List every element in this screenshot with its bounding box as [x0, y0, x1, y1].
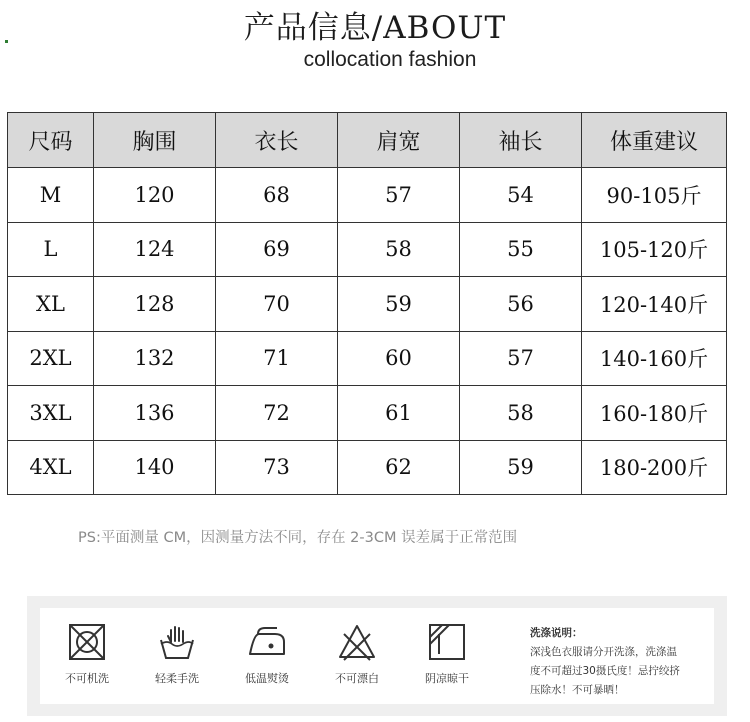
header-sleeve: 袖长 — [460, 113, 582, 168]
table-row — [8, 331, 727, 386]
care-label: 阴凉晾干 — [425, 672, 469, 685]
care-line: 度不可超过30摄氏度！忌拧绞挤 — [530, 665, 680, 677]
table-row — [8, 277, 727, 332]
header-size: 尺码 — [8, 113, 94, 168]
care-line: 深浅色衣服请分开洗涤，洗涤温 — [530, 646, 677, 658]
cell-chest: 120 — [94, 168, 216, 223]
cell-chest: 136 — [94, 386, 216, 441]
cell-shoulder: 58 — [338, 222, 460, 277]
table-header-row — [8, 113, 727, 168]
cell-sleeve: 55 — [460, 222, 582, 277]
cell-shoulder: 59 — [338, 277, 460, 332]
cell-size: M — [8, 168, 94, 223]
low-iron-icon — [247, 622, 287, 662]
cell-length: 72 — [216, 386, 338, 441]
cell-weight: 180-200斤 — [582, 440, 727, 495]
cell-length: 70 — [216, 277, 338, 332]
no-machine-wash-icon — [67, 622, 107, 662]
cell-size: XL — [8, 277, 94, 332]
header-chest: 胸围 — [94, 113, 216, 168]
table-row — [8, 386, 727, 441]
care-line: 压除水！不可暴晒！ — [530, 684, 625, 696]
cell-chest: 140 — [94, 440, 216, 495]
cell-chest: 124 — [94, 222, 216, 277]
care-label: 不可机洗 — [65, 672, 109, 685]
care-heading: 洗涤说明： — [530, 627, 583, 639]
care-label: 轻柔手洗 — [155, 672, 199, 685]
cell-weight: 140-160斤 — [582, 331, 727, 386]
cell-sleeve: 59 — [460, 440, 582, 495]
table-row — [8, 168, 727, 223]
cell-shoulder: 62 — [338, 440, 460, 495]
cell-sleeve: 58 — [460, 386, 582, 441]
header-length: 衣长 — [216, 113, 338, 168]
cell-shoulder: 60 — [338, 331, 460, 386]
care-item-hand-wash — [144, 622, 210, 686]
care-item-low-iron — [234, 622, 300, 686]
measurement-note: PS:平面测量 CM，因测量方法不同，存在 2-3CM 误差属于正常范围 — [78, 530, 518, 546]
care-item-no-machine-wash — [54, 622, 120, 686]
page-title: 产品信息/ABOUT — [243, 10, 507, 46]
cell-length: 73 — [216, 440, 338, 495]
hand-wash-icon — [157, 622, 197, 662]
table-row — [8, 222, 727, 277]
care-item-no-bleach — [324, 622, 390, 686]
page-subtitle: collocation fashion — [303, 48, 477, 71]
cell-chest: 132 — [94, 331, 216, 386]
cell-size: 3XL — [8, 386, 94, 441]
cell-size: 2XL — [8, 331, 94, 386]
cell-length: 68 — [216, 168, 338, 223]
table-row — [8, 440, 727, 495]
cell-chest: 128 — [94, 277, 216, 332]
care-panel-inner — [40, 608, 714, 704]
care-item-shade-dry — [414, 622, 480, 686]
care-label: 不可漂白 — [335, 672, 379, 685]
header-shoulder: 肩宽 — [338, 113, 460, 168]
cell-length: 69 — [216, 222, 338, 277]
cell-weight: 120-140斤 — [582, 277, 727, 332]
care-instructions — [530, 624, 712, 700]
care-label: 低温熨烫 — [245, 672, 289, 685]
cell-sleeve: 56 — [460, 277, 582, 332]
size-table — [7, 112, 727, 495]
care-panel — [27, 596, 727, 716]
cell-weight: 160-180斤 — [582, 386, 727, 441]
no-bleach-icon — [337, 622, 377, 662]
cell-shoulder: 61 — [338, 386, 460, 441]
cell-sleeve: 57 — [460, 331, 582, 386]
cell-sleeve: 54 — [460, 168, 582, 223]
shade-dry-icon — [427, 622, 467, 662]
cell-weight: 90-105斤 — [582, 168, 727, 223]
cell-size: 4XL — [8, 440, 94, 495]
cell-weight: 105-120斤 — [582, 222, 727, 277]
header-weight: 体重建议 — [582, 113, 727, 168]
cell-shoulder: 57 — [338, 168, 460, 223]
cell-length: 71 — [216, 331, 338, 386]
decor-dot — [5, 40, 8, 43]
cell-size: L — [8, 222, 94, 277]
